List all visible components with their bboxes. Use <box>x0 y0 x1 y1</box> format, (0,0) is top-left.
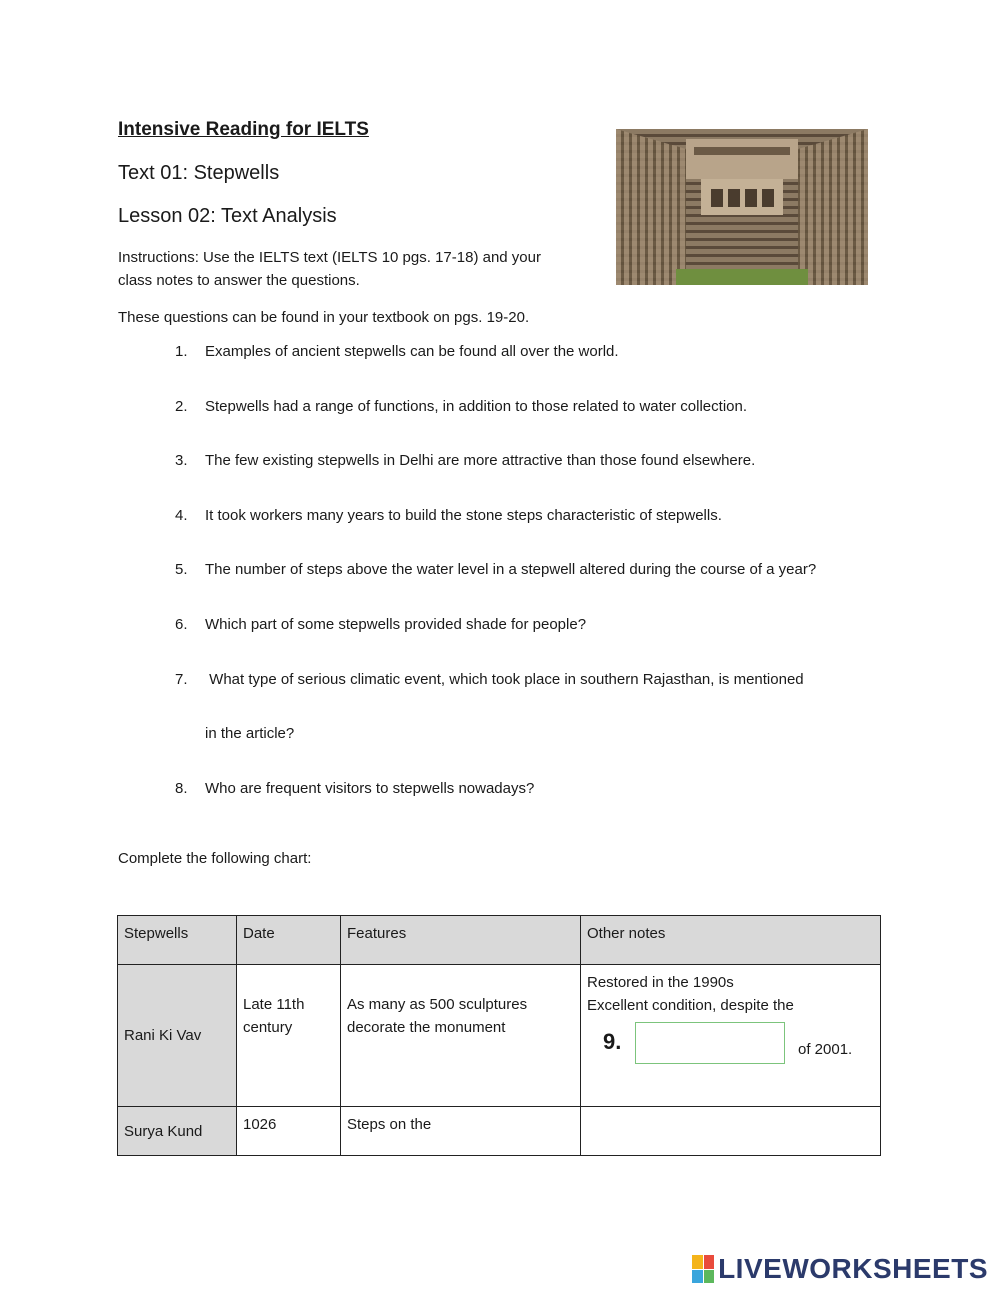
question-text: Stepwells had a range of functions, in addition to those related to water collection. <box>205 398 747 415</box>
worksheet-title: Intensive Reading for IELTS <box>118 119 369 140</box>
stepwell-notes <box>581 1107 881 1156</box>
table-row <box>118 965 881 1107</box>
column-header: Date <box>237 916 341 965</box>
stepwell-image <box>616 129 868 285</box>
logo-cube <box>692 1255 703 1269</box>
question-number: 1. <box>175 343 188 360</box>
column-header: Other notes <box>581 916 881 965</box>
logo-cube <box>704 1255 715 1269</box>
question-item <box>175 671 804 688</box>
question-text: The number of steps above the water level in a stepwell altered during the course of a year? <box>205 561 817 578</box>
lesson-subtitle: Lesson 02: Text Analysis <box>118 205 337 227</box>
logo-icon <box>692 1255 714 1283</box>
logo-text: LIVEWORKSHEETS <box>718 1253 988 1284</box>
instructions-line-2: class notes to answer the questions. <box>118 272 360 289</box>
column-header: Features <box>341 916 581 965</box>
column-header: Stepwells <box>118 916 237 965</box>
question-item-continuation <box>175 725 294 742</box>
notes-container <box>581 965 880 1072</box>
logo-cube <box>692 1270 703 1284</box>
question-item <box>175 398 747 415</box>
textbook-note: These questions can be found in your textbook on pgs. 19-20. <box>118 309 530 326</box>
stepwell-name: Surya Kund <box>118 1107 237 1156</box>
stepwell-chart <box>117 915 881 1156</box>
stepwell-name: Rani Ki Vav <box>118 965 237 1107</box>
stepwell-features: As many as 500 sculptures decorate the monument <box>341 965 581 1107</box>
stepwell-date: Late 11th century <box>237 965 341 1107</box>
stepwell-photo <box>616 129 868 285</box>
logo-cube <box>704 1270 715 1284</box>
notes-suffix: of 2001. <box>798 1041 853 1058</box>
liveworksheets-logo <box>692 1253 988 1285</box>
question-number: 3. <box>175 452 188 469</box>
question-item <box>175 452 755 469</box>
question-item <box>175 780 534 797</box>
chart-header-row <box>118 916 881 965</box>
question-number: 8. <box>175 780 188 797</box>
table-row <box>118 1107 881 1156</box>
question-item <box>175 616 586 633</box>
stepwell-notes <box>581 965 881 1107</box>
notes-line-1: Restored in the 1990s <box>587 974 734 991</box>
question-item <box>175 507 722 524</box>
question-text: Who are frequent visitors to stepwells nowadays? <box>205 780 535 797</box>
stepwell-date: 1026 <box>237 1107 341 1156</box>
instructions-line-1: Instructions: Use the IELTS text (IELTS 10 pgs. 17-18) and your <box>118 249 541 266</box>
instructions <box>118 246 541 292</box>
question-number: 4. <box>175 507 188 524</box>
question-item <box>175 561 816 578</box>
text-subtitle: Text 01: Stepwells <box>118 162 280 184</box>
stepwell-features: Steps on the <box>341 1107 581 1156</box>
question-text: Which part of some stepwells provided shade for people? <box>205 616 587 633</box>
answer-9-field[interactable] <box>635 1022 785 1064</box>
question-text: What type of serious climatic event, which took place in southern Rajasthan, is mentioned <box>205 671 804 688</box>
question-text: Examples of ancient stepwells can be found all over the world. <box>205 343 619 360</box>
question-number: 6. <box>175 616 188 633</box>
question-number: 7. <box>175 671 188 688</box>
question-number: 2. <box>175 398 188 415</box>
question-text: The few existing stepwells in Delhi are more attractive than those found elsewhere. <box>205 452 756 469</box>
question-text: It took workers many years to build the stone steps characteristic of stepwells. <box>205 507 722 524</box>
question-item <box>175 343 619 360</box>
question-text: in the article? <box>205 725 295 742</box>
notes-line-2: Excellent condition, despite the <box>587 997 794 1014</box>
answer-number-label: 9. <box>603 1029 622 1054</box>
question-number: 5. <box>175 561 188 578</box>
chart-intro: Complete the following chart: <box>118 850 312 867</box>
